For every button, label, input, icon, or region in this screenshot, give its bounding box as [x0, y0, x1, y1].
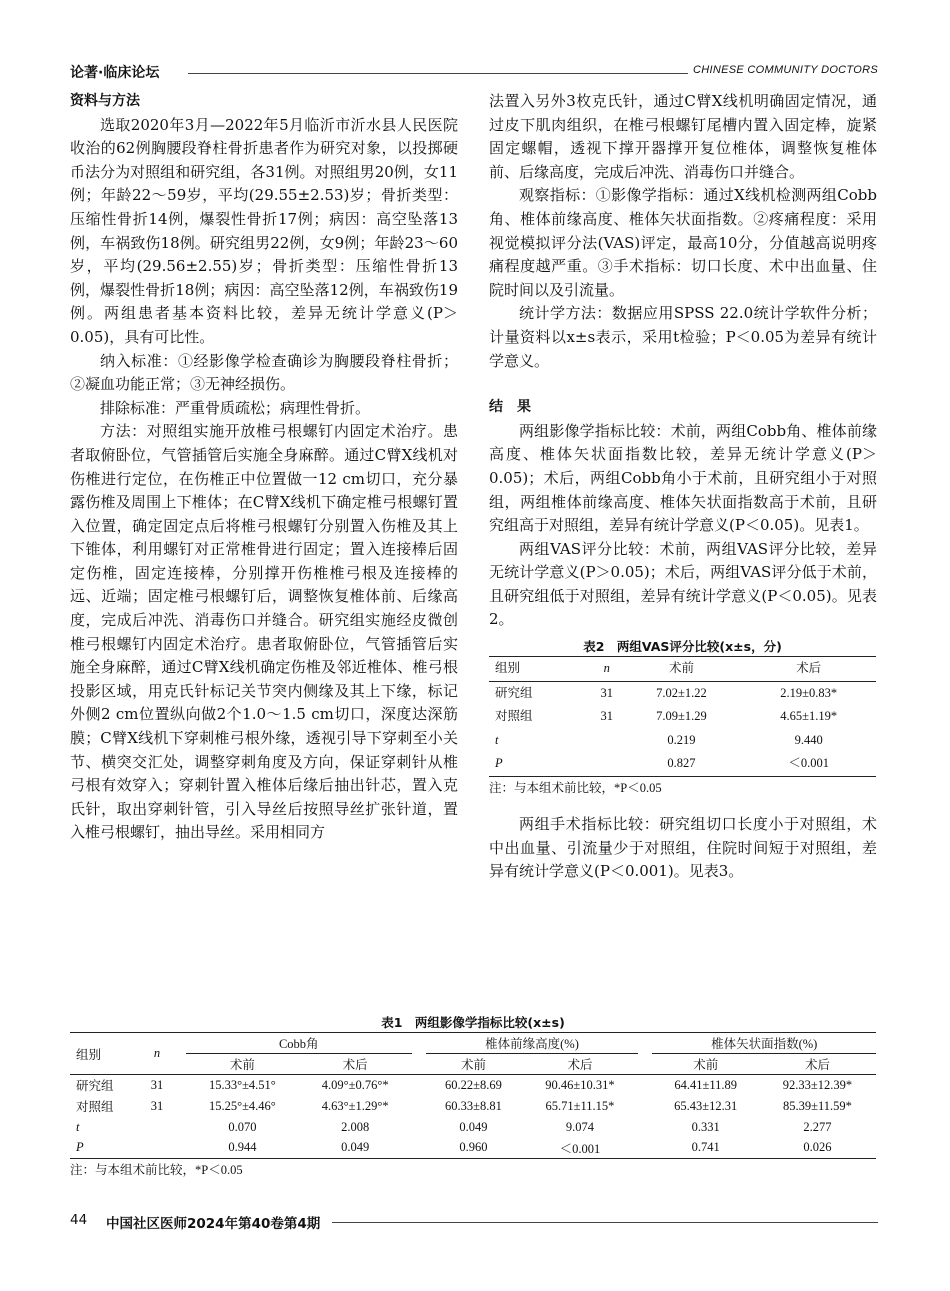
table-1-note: 注：与本组术前比较，*P＜0.05 — [70, 1163, 243, 1177]
journal-issue: 中国社区医师2024年第40卷第4期 — [106, 1216, 321, 1232]
table-cell: 2.19±0.83* — [780, 685, 838, 700]
table-cell: 15.33°±4.51° — [208, 1077, 276, 1092]
table-cell: 9.440 — [794, 732, 823, 747]
table-cell: 64.41±11.89 — [674, 1077, 738, 1092]
journal-english-name: CHINESE COMMUNITY DOCTORS — [693, 64, 878, 76]
table-cell: P — [495, 756, 503, 771]
table-1-span-header: 椎体矢状面指数(%) — [652, 1033, 876, 1054]
table-cell: ＜0.001 — [559, 1141, 601, 1156]
table-cell: 31 — [150, 1077, 164, 1092]
table-2-header: 术后 — [741, 657, 876, 682]
section-label: 论著·临床论坛 — [70, 65, 160, 81]
table-1-subheader: 术前 — [426, 1054, 522, 1075]
table-2-header: n — [592, 657, 622, 682]
table-row — [489, 705, 876, 729]
table-cell: 65.43±12.31 — [674, 1098, 738, 1113]
table-1 — [70, 1014, 876, 1181]
table-cell: 4.09°±0.76°* — [321, 1077, 389, 1092]
table-1-subheader: 术前 — [652, 1054, 758, 1075]
table-2-header: 术前 — [622, 657, 742, 682]
table-cell: 60.22±8.69 — [445, 1077, 502, 1092]
methods-heading: 资料与方法 — [70, 93, 140, 109]
table-cell: 对照组 — [76, 1100, 114, 1114]
table-1-subheader: 术前 — [186, 1054, 299, 1075]
table-cell: 15.25°±4.46° — [208, 1098, 276, 1113]
table-cell: 0.070 — [228, 1119, 257, 1134]
table-cell: 65.71±11.15* — [545, 1098, 615, 1113]
paragraph-statistics: 统计学方法：数据应用SPSS 22.0统计学软件分析；计量资料以x±s表示，采用t检验；P＜0.05为差异有统计学意义。 — [489, 304, 877, 370]
table-2 — [489, 638, 876, 799]
table-cell: 2.277 — [803, 1119, 832, 1134]
table-cell: 90.46±10.31* — [545, 1077, 615, 1092]
table-1-span-header: Cobb角 — [186, 1033, 412, 1054]
table-row — [70, 1117, 876, 1138]
header-rule — [188, 73, 688, 74]
table-row — [489, 752, 876, 776]
table-cell: 31 — [600, 709, 614, 724]
paragraph-subjects: 选取2020年3月—2022年5月临沂市沂水县人民医院收治的62例胸腰段脊柱骨折患者作为研究对象，以投掷硬币法分为对照组和研究组，各31例。对照组男20例，女11例；年龄22～59岁，平均(29.55±2.53)岁；骨折类型：压缩性骨折14例，爆裂性骨折17例；病因：高空坠落13例，车祸致伤18例。研究组男22例，女9例；年龄23～60岁，平均(29.56±2.55)岁；骨折类型：压缩性骨折13例，爆裂性骨折18例；病因：高空坠落12例，车祸致伤19例。两组患者基本资料比较，差异无统计学意义(P＞0.05)，具有可比性。 — [70, 115, 458, 346]
table-row — [70, 1075, 876, 1096]
paragraph-vas-results: 两组VAS评分比较：术前，两组VAS评分比较，差异无统计学意义(P＞0.05)；术后，两组VAS评分低于术前，且研究组低于对照组，差异有统计学意义(P＜0.05)。见表2。 — [489, 539, 877, 629]
left-column — [70, 90, 458, 845]
table-cell — [142, 1138, 172, 1159]
table-1-header: 组别 — [76, 1047, 102, 1062]
table-cell: 研究组 — [495, 685, 533, 700]
table-1-grid — [70, 1032, 876, 1159]
table-cell: 7.09±1.29 — [656, 709, 707, 724]
table-cell: 9.074 — [565, 1119, 595, 1134]
table-cell: 0.944 — [228, 1140, 257, 1155]
paragraph-methods-cont: 法置入另外3枚克氏针，通过C臂X线机明确固定情况，通过皮下肌肉组织，在椎弓根螺钉尾槽内置入固定棒，旋紧固定螺帽，透视下撑开器撑开复位椎体，调整恢复椎体前、后缘高度，完成后冲洗、消毒伤口并缝合。 — [489, 92, 877, 181]
running-header — [70, 62, 878, 82]
paragraph-indicators: 观察指标：①影像学指标：通过X线机检测两组Cobb角、椎体前缘高度、椎体矢状面指数。②疼痛程度：采用视觉模拟评分法(VAS)评定，最高10分，分值越高说明疼痛程度越严重。③手术指标：切口长度、术中出血量、住院时间以及引流量。 — [489, 186, 877, 299]
table-cell: ＜0.001 — [788, 756, 829, 771]
table-2-header: 组别 — [489, 657, 592, 682]
table-2-caption: 表2 两组VAS评分比较(x±s，分) — [583, 639, 782, 655]
table-1-header: n — [153, 1046, 161, 1060]
table-cell: 0.026 — [803, 1140, 832, 1155]
paragraph-inclusion: 纳入标准：①经影像学检查确诊为胸腰段脊柱骨折；②凝血功能正常；③无神经损伤。 — [70, 351, 458, 394]
paragraph-imaging-results: 两组影像学指标比较：术前，两组Cobb角、椎体前缘高度、椎体矢状面指数比较，差异无统计学意义(P＞0.05)；术后，两组Cobb角小于术前，且研究组小于对照组，两组椎体前缘高度、椎体矢状面指数高于术前，且研究组高于对照组，差异有统计学意义(P＜0.05)。见表1。 — [489, 421, 877, 535]
table-1-subheader: 术后 — [521, 1054, 638, 1075]
table-cell: t — [495, 732, 499, 747]
table-cell: 31 — [150, 1098, 164, 1113]
table-cell: 0.827 — [667, 756, 696, 771]
table-1-caption: 表1 两组影像学指标比较(x±s) — [381, 1015, 565, 1030]
table-cell: 4.65±1.19* — [780, 709, 838, 724]
table-cell: 85.39±11.59* — [783, 1098, 852, 1113]
table-cell — [142, 1117, 172, 1138]
paragraph-surgery-results: 两组手术指标比较：研究组切口长度小于对照组，术中出血量、引流量少于对照组，住院时间短于对照组，差异有统计学意义(P＜0.001)。见表3。 — [489, 815, 877, 881]
table-cell: 0.049 — [459, 1119, 488, 1134]
table-row — [70, 1096, 876, 1117]
table-cell: 31 — [600, 685, 614, 700]
table-cell: 0.049 — [341, 1140, 370, 1155]
table-2-grid — [489, 656, 876, 777]
table-cell: 0.219 — [667, 732, 696, 747]
results-heading: 结 果 — [489, 399, 531, 416]
table-cell — [592, 729, 622, 753]
table-cell: 92.33±12.39* — [782, 1077, 853, 1092]
page-number: 44 — [70, 1212, 88, 1228]
table-cell: t — [76, 1119, 80, 1134]
table-row — [70, 1138, 876, 1159]
table-cell — [592, 752, 622, 776]
table-cell: 研究组 — [76, 1079, 114, 1094]
table-row — [489, 729, 876, 753]
running-footer — [70, 1212, 878, 1232]
table-1-subheader: 术后 — [759, 1054, 876, 1075]
table-2-note: 注：与本组术前比较，*P＜0.05 — [489, 781, 662, 796]
paragraph-exclusion: 排除标准：严重骨质疏松；病理性骨折。 — [100, 398, 371, 417]
table-1-subheader: 术后 — [299, 1054, 412, 1075]
table-cell: 0.960 — [459, 1140, 488, 1155]
table-cell: 0.741 — [691, 1140, 720, 1155]
table-cell: 7.02±1.22 — [656, 685, 707, 700]
table-cell: 0.331 — [691, 1119, 720, 1134]
footer-rule — [332, 1222, 878, 1223]
right-column — [489, 90, 877, 884]
table-cell: 对照组 — [495, 709, 533, 724]
table-cell: 4.63°±1.29°* — [321, 1098, 389, 1113]
table-cell: 2.008 — [341, 1119, 370, 1134]
table-cell: P — [76, 1140, 84, 1155]
paragraph-methods: 方法：对照组实施开放椎弓根螺钉内固定术治疗。患者取俯卧位，气管插管后实施全身麻醉。通过C臂X线机对伤椎进行定位，在伤椎正中位置做一12 cm切口，充分暴露伤椎及周围上下椎体；在C臂X线机下确定椎弓根螺钉置入位置，确定固定点后将椎弓根螺钉分别置入伤椎及其上下锥体，利用螺钉对正常椎骨进行固定；置入连接棒后固定伤椎，固定连接棒，分别撑开伤椎椎弓根及连接棒的远、近端；固定椎弓根螺钉后，调整恢复椎体前、后缘高度，完成后冲洗、消毒伤口并缝合。研究组实施经皮微创椎弓根螺钉内固定术治疗。患者取俯卧位，气管插管后实施全身麻醉，通过C臂X线机确定伤椎及邻近椎体、椎弓根投影区域，用克氏针标记关节突内侧缘及其上下缘，标记外侧2 cm位置纵向做2个1.0～1.5 cm切口，深度达深筋膜；C臂X线机下穿刺椎弓根外缘，透视引导下穿刺至小关节、横突交汇处，调整穿刺角度及方向，保证穿刺针从椎弓根有效穿入；穿刺针置入椎体后缘后抽出针芯，置入克氏针，取出穿刺针管，引入导丝后按照导丝扩张针道，置入椎弓根螺钉，抽出导丝。采用相同方 — [70, 422, 458, 842]
table-1-span-header: 椎体前缘高度(%) — [426, 1033, 639, 1054]
table-row — [489, 681, 876, 705]
table-cell: 60.33±8.81 — [445, 1098, 502, 1113]
